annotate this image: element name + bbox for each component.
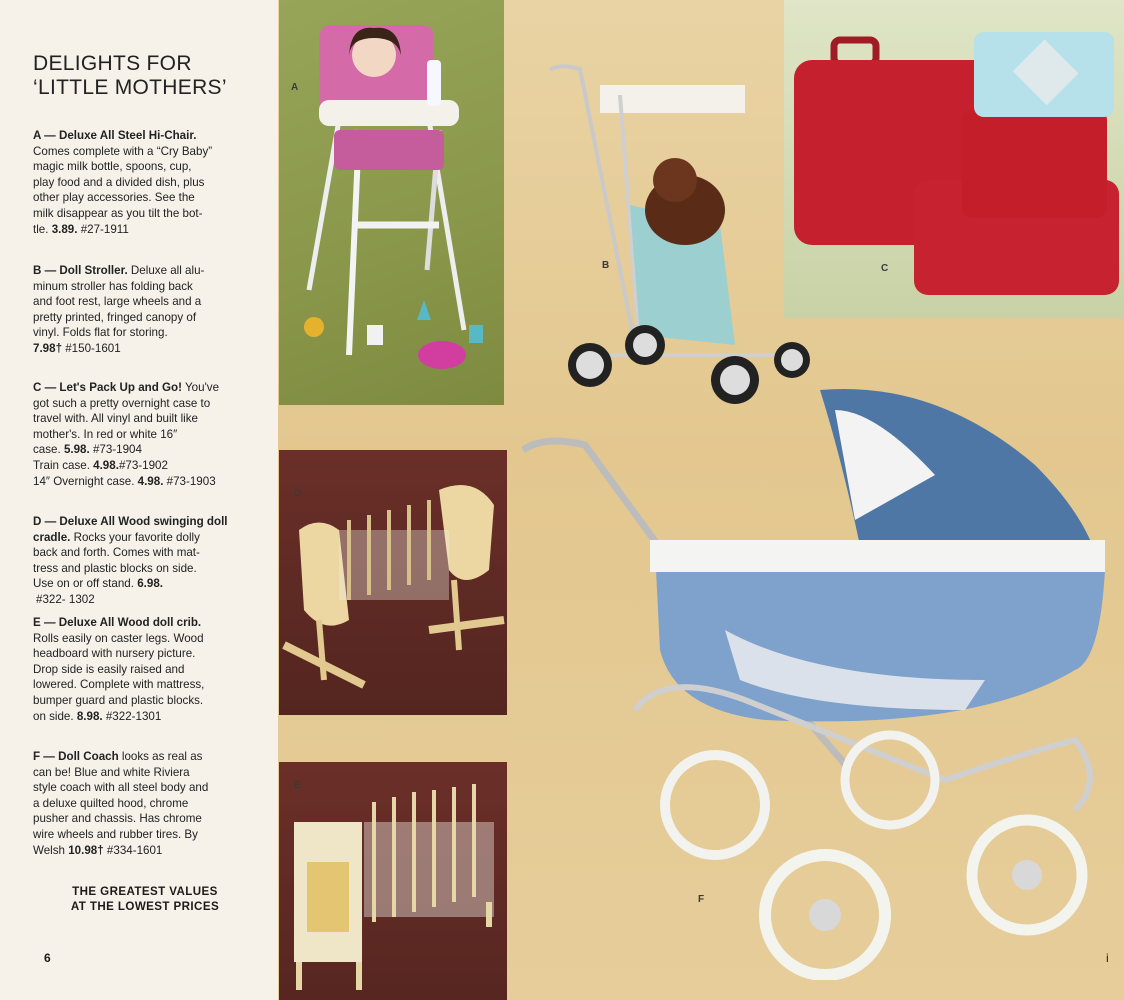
- item-e-line: bumper guard and plastic blocks.: [33, 693, 204, 707]
- item-d-heading-2: cradle.: [33, 530, 71, 544]
- stroller-illustration: [520, 55, 820, 415]
- item-f-heading: F — Doll Coach: [33, 750, 119, 763]
- item-e-catalog-number: #322-1301: [102, 709, 162, 723]
- item-a-line: play food and a divided dish, plus: [33, 175, 205, 189]
- item-e-heading: E — Deluxe All Wood doll crib.: [33, 616, 202, 629]
- item-f-description: [33, 749, 238, 858]
- photo-panel-b: [520, 55, 820, 415]
- item-f-line: style coach with all steel body and: [33, 781, 209, 795]
- doll-coach-illustration: [515, 380, 1115, 980]
- text-column: [0, 0, 278, 1000]
- slogan-line-2: AT THE LOWEST PRICES: [70, 900, 220, 913]
- photo-panel-f: [515, 380, 1115, 980]
- photo-label-a: A: [291, 82, 299, 93]
- item-a-heading: A — Deluxe All Steel Hi-Chair.: [33, 129, 197, 142]
- item-a-line: Comes complete with a “Cry Baby”: [33, 144, 213, 158]
- title-line-1: DELIGHTS FOR: [33, 52, 192, 75]
- item-c-line: got such a pretty overnight case to: [33, 396, 211, 410]
- item-c-extra-prefix: Train case.: [33, 458, 94, 472]
- item-c-heading-tail: You've: [182, 381, 220, 394]
- item-a-line: magic milk bottle, spoons, cup,: [33, 160, 192, 174]
- item-c-line: travel with. All vinyl and built like: [33, 412, 198, 426]
- item-e-line: Rolls easily on caster legs. Wood: [33, 631, 204, 645]
- item-f-price: 10.98†: [68, 843, 104, 857]
- item-c-catalog-number: #73-1904: [89, 443, 142, 457]
- item-b-line: minum stroller has folding back: [33, 279, 193, 293]
- item-c-line: mother's. In red or white 16″: [33, 427, 178, 441]
- item-c-extra-prefix: 14″ Overnight case.: [33, 474, 138, 488]
- item-f-catalog-number: #334-1601: [103, 843, 163, 857]
- item-c-extra-prefix: case.: [33, 443, 64, 457]
- page-number: 6: [44, 951, 51, 965]
- item-f-line: wire wheels and rubber tires. By: [33, 827, 198, 841]
- item-d-line: back and forth. Comes with mat-: [33, 546, 200, 560]
- corner-mark: i: [1106, 951, 1109, 965]
- item-e-price: 8.98.: [76, 709, 103, 723]
- cradle-illustration: [279, 450, 507, 715]
- item-b-line: pretty printed, fringed canopy of: [33, 310, 197, 324]
- item-d-heading: D — Deluxe All Wood swinging doll: [33, 515, 228, 528]
- item-e-line: headboard with nursery picture.: [33, 647, 196, 661]
- item-b-line: and foot rest, large wheels and a: [33, 295, 202, 309]
- item-c-description: [33, 380, 238, 489]
- item-a-last-prefix: tle.: [33, 222, 52, 236]
- item-f-line: a deluxe quilted hood, chrome: [33, 796, 189, 810]
- photo-panel-d: [279, 450, 507, 715]
- item-d-heading-tail: Rocks your favorite dolly: [70, 530, 200, 544]
- photo-panel-a: [279, 0, 504, 405]
- cases-illustration: [784, 0, 1124, 318]
- photo-label-b: B: [602, 260, 610, 271]
- item-f-heading-tail: looks as real as: [118, 750, 203, 763]
- page-title: [33, 52, 273, 100]
- item-b-catalog-number: #150-1601: [62, 341, 121, 355]
- photo-panel-e: [279, 762, 507, 1000]
- item-f-line: can be! Blue and white Riviera: [33, 765, 190, 779]
- crib-illustration: [279, 762, 507, 1000]
- photo-label-c: C: [881, 263, 889, 274]
- item-e-line: lowered. Complete with mattress,: [33, 678, 205, 692]
- item-d-description: [33, 514, 238, 608]
- item-a-description: [33, 128, 238, 237]
- item-f-line: pusher and chassis. Has chrome: [33, 812, 202, 826]
- item-e-line: Drop side is easily raised and: [33, 662, 185, 676]
- photo-label-d: D: [294, 488, 302, 499]
- hi-chair-illustration: [279, 0, 504, 405]
- item-c-price: 4.98.: [93, 458, 119, 472]
- item-d-catalog-number: #322- 1302: [36, 592, 95, 606]
- item-b-heading-tail: Deluxe all alu-: [127, 264, 205, 277]
- item-b-description: [33, 263, 238, 357]
- slogan: [50, 884, 240, 914]
- item-c-catalog-number: #73-1903: [163, 474, 216, 488]
- item-b-line: vinyl. Folds flat for storing.: [33, 326, 168, 340]
- item-a-line: milk disappear as you tilt the bot-: [33, 206, 203, 220]
- photo-label-f: F: [698, 894, 705, 905]
- item-c-catalog-number: #73-1902: [118, 458, 168, 472]
- item-c-price: 5.98.: [63, 443, 90, 457]
- item-c-price: 4.98.: [137, 474, 164, 488]
- item-a-price: 3.89.: [51, 222, 78, 236]
- item-b-heading: B — Doll Stroller.: [33, 264, 128, 277]
- item-a-catalog-number: #27-1911: [77, 222, 129, 236]
- photo-label-e: E: [294, 780, 301, 791]
- item-b-price: 7.98†: [33, 341, 63, 355]
- item-d-line: tress and plastic blocks on side.: [33, 561, 197, 575]
- item-d-price: 6.98.: [137, 577, 163, 591]
- item-f-last-prefix: Welsh: [33, 843, 69, 857]
- item-d-line: Use on or off stand.: [33, 577, 138, 591]
- item-e-last-prefix: on side.: [33, 709, 77, 723]
- item-e-description: [33, 615, 238, 724]
- photo-panel-c: [784, 0, 1124, 318]
- item-c-heading: C — Let's Pack Up and Go!: [33, 381, 182, 394]
- slogan-line-1: THE GREATEST VALUES: [72, 885, 218, 898]
- item-a-line: other play accessories. See the: [33, 191, 195, 205]
- title-line-2: ‘LITTLE MOTHERS’: [33, 76, 227, 99]
